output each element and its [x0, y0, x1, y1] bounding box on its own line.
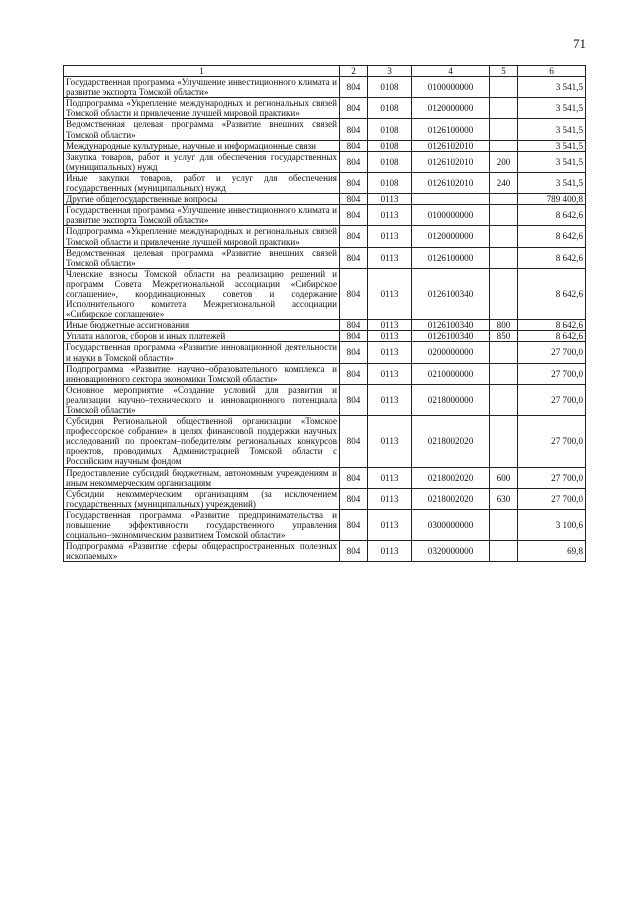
table-row: [64, 140, 586, 151]
amount: 27 700,0: [518, 467, 586, 488]
target-article-code: [412, 194, 490, 205]
expense-name: Ведомственная целевая программа «Развитие внешних связей Томской области»: [64, 119, 340, 140]
expense-type-code: 630: [490, 488, 518, 509]
expense-type-code: [490, 509, 518, 540]
table-row: [64, 541, 586, 562]
ministry-code: 804: [340, 140, 368, 151]
target-article-code: 0126100340: [412, 320, 490, 331]
amount: 8 642,6: [518, 247, 586, 268]
ministry-code: 804: [340, 226, 368, 247]
amount: 3 541,5: [518, 77, 586, 98]
column-header-5: 5: [490, 66, 518, 77]
ministry-code: 804: [340, 331, 368, 342]
amount: 27 700,0: [518, 488, 586, 509]
expense-name: Уплата налогов, сборов и иных платежей: [64, 331, 340, 342]
table-row: [64, 226, 586, 247]
expense-name: Подпрограмма «Развитие сферы общераспространенных полезных ископаемых»: [64, 541, 340, 562]
expense-type-code: [490, 342, 518, 363]
expense-type-code: [490, 384, 518, 415]
ministry-code: 804: [340, 172, 368, 193]
section-code: 0113: [368, 226, 412, 247]
amount: 8 642,6: [518, 226, 586, 247]
target-article-code: 0126100000: [412, 247, 490, 268]
table-row: [64, 384, 586, 415]
table-row: [64, 416, 586, 467]
ministry-code: 804: [340, 119, 368, 140]
expense-type-code: [490, 140, 518, 151]
section-code: 0113: [368, 363, 412, 384]
expense-name: Государственная программа «Развитие предпринимательства и повышение эффективности государственного управления социально–экономическим развитием Томской области»: [64, 509, 340, 540]
ministry-code: 804: [340, 77, 368, 98]
table-row: [64, 194, 586, 205]
expense-type-code: [490, 541, 518, 562]
section-code: 0113: [368, 509, 412, 540]
amount: 789 400,8: [518, 194, 586, 205]
amount: 27 700,0: [518, 363, 586, 384]
amount: 3 100,6: [518, 509, 586, 540]
amount: 27 700,0: [518, 416, 586, 467]
target-article-code: 0126102010: [412, 151, 490, 172]
amount: 8 642,6: [518, 331, 586, 342]
expense-name: Членские взносы Томской области на реализацию решений и программ Совета Межрегиональной ассоциации «Сибирское соглашение», координационных советов и содержание Исполнительного комитета Межрегиональной ассоциации «Сибирское соглашение»: [64, 268, 340, 319]
ministry-code: 804: [340, 384, 368, 415]
table-row: [64, 247, 586, 268]
section-code: 0113: [368, 342, 412, 363]
target-article-code: 0126100340: [412, 268, 490, 319]
expense-type-code: [490, 247, 518, 268]
amount: 27 700,0: [518, 384, 586, 415]
amount: 3 541,5: [518, 151, 586, 172]
section-code: 0113: [368, 488, 412, 509]
expense-name: Государственная программа «Улучшение инвестиционного климата и развитие экспорта Томской области»: [64, 77, 340, 98]
section-code: 0113: [368, 194, 412, 205]
section-code: 0108: [368, 172, 412, 193]
expense-type-code: [490, 119, 518, 140]
expense-name: Субсидия Региональной общественной организации «Томское профессорское собрание» в целях финансовой поддержки научных исследований по проектам–победителям региональных конкурсов проектов, проводимых Администрацией Томской области с Российским научным фондом: [64, 416, 340, 467]
ministry-code: 804: [340, 509, 368, 540]
expense-type-code: [490, 363, 518, 384]
table-row: [64, 363, 586, 384]
expense-type-code: [490, 268, 518, 319]
target-article-code: 0126102010: [412, 140, 490, 151]
section-code: 0113: [368, 268, 412, 319]
section-code: 0113: [368, 467, 412, 488]
budget-table: [63, 65, 586, 562]
expense-type-code: [490, 205, 518, 226]
target-article-code: 0120000000: [412, 98, 490, 119]
ministry-code: 804: [340, 247, 368, 268]
ministry-code: 804: [340, 151, 368, 172]
table-row: [64, 342, 586, 363]
ministry-code: 804: [340, 416, 368, 467]
target-article-code: 0218002020: [412, 467, 490, 488]
amount: 3 541,5: [518, 119, 586, 140]
column-header-4: 4: [412, 66, 490, 77]
target-article-code: 0218002020: [412, 488, 490, 509]
expense-type-code: 240: [490, 172, 518, 193]
section-code: 0108: [368, 119, 412, 140]
expense-name: Международные культурные, научные и информационные связи: [64, 140, 340, 151]
target-article-code: 0100000000: [412, 205, 490, 226]
expense-type-code: [490, 98, 518, 119]
section-code: 0108: [368, 98, 412, 119]
page-number: 71: [573, 36, 586, 51]
table-row: [64, 98, 586, 119]
table-row: [64, 205, 586, 226]
ministry-code: 804: [340, 268, 368, 319]
table-row: [64, 509, 586, 540]
expense-name: Основное мероприятие «Создание условий для развития и реализации научно–технического и инновационного потенциала Томской области»: [64, 384, 340, 415]
expense-name: Подпрограмма «Укрепление международных и региональных связей Томской области и привлечение лучшей мировой практики»: [64, 98, 340, 119]
amount: 3 541,5: [518, 172, 586, 193]
expense-type-code: 800: [490, 320, 518, 331]
section-code: 0113: [368, 320, 412, 331]
expense-name: Иные бюджетные ассигнования: [64, 320, 340, 331]
table-row: [64, 119, 586, 140]
amount: 27 700,0: [518, 342, 586, 363]
expense-name: Ведомственная целевая программа «Развитие внешних связей Томской области»: [64, 247, 340, 268]
ministry-code: 804: [340, 363, 368, 384]
ministry-code: 804: [340, 488, 368, 509]
expense-name: Другие общегосударственные вопросы: [64, 194, 340, 205]
amount: 3 541,5: [518, 98, 586, 119]
expense-type-code: 850: [490, 331, 518, 342]
table-body: [64, 77, 586, 562]
expense-name: Государственная программа «Улучшение инвестиционного климата и развитие экспорта Томской области»: [64, 205, 340, 226]
target-article-code: 0100000000: [412, 77, 490, 98]
section-code: 0113: [368, 247, 412, 268]
table-row: [64, 331, 586, 342]
target-article-code: 0126102010: [412, 172, 490, 193]
target-article-code: 0218000000: [412, 384, 490, 415]
table-row: [64, 172, 586, 193]
expense-type-code: 600: [490, 467, 518, 488]
target-article-code: 0320000000: [412, 541, 490, 562]
ministry-code: 804: [340, 194, 368, 205]
target-article-code: 0210000000: [412, 363, 490, 384]
section-code: 0113: [368, 205, 412, 226]
column-number-row: [64, 66, 586, 77]
expense-name: Субсидии некоммерческим организациям (за исключением государственных (муниципальных) учреждений): [64, 488, 340, 509]
table-row: [64, 77, 586, 98]
target-article-code: 0126100340: [412, 331, 490, 342]
section-code: 0113: [368, 541, 412, 562]
section-code: 0108: [368, 140, 412, 151]
target-article-code: 0300000000: [412, 509, 490, 540]
target-article-code: 0120000000: [412, 226, 490, 247]
section-code: 0113: [368, 384, 412, 415]
amount: 3 541,5: [518, 140, 586, 151]
column-header-6: 6: [518, 66, 586, 77]
table-row: [64, 467, 586, 488]
expense-name: Подпрограмма «Укрепление международных и региональных связей Томской области и привлечение лучшей мировой практики»: [64, 226, 340, 247]
expense-type-code: 200: [490, 151, 518, 172]
amount: 8 642,6: [518, 320, 586, 331]
expense-type-code: [490, 226, 518, 247]
table-row: [64, 488, 586, 509]
table-row: [64, 320, 586, 331]
expense-type-code: [490, 194, 518, 205]
target-article-code: 0200000000: [412, 342, 490, 363]
amount: 69,8: [518, 541, 586, 562]
ministry-code: 804: [340, 342, 368, 363]
ministry-code: 804: [340, 320, 368, 331]
ministry-code: 804: [340, 467, 368, 488]
target-article-code: 0126100000: [412, 119, 490, 140]
expense-name: Подпрограмма «Развитие научно–образовательного комплекса и инновационного сектора экономики Томской области»: [64, 363, 340, 384]
amount: 8 642,6: [518, 205, 586, 226]
ministry-code: 804: [340, 98, 368, 119]
column-header-1: 1: [64, 66, 340, 77]
column-header-3: 3: [368, 66, 412, 77]
section-code: 0108: [368, 151, 412, 172]
expense-name: Закупка товаров, работ и услуг для обеспечения государственных (муниципальных) нужд: [64, 151, 340, 172]
table-row: [64, 268, 586, 319]
table-row: [64, 151, 586, 172]
section-code: 0113: [368, 416, 412, 467]
section-code: 0108: [368, 77, 412, 98]
column-header-2: 2: [340, 66, 368, 77]
ministry-code: 804: [340, 205, 368, 226]
ministry-code: 804: [340, 541, 368, 562]
target-article-code: 0218002020: [412, 416, 490, 467]
expense-name: Иные закупки товаров, работ и услуг для обеспечения государственных (муниципальных) нужд: [64, 172, 340, 193]
expense-name: Государственная программа «Развитие инновационной деятельности и науки в Томской области»: [64, 342, 340, 363]
expense-type-code: [490, 77, 518, 98]
expense-name: Предоставление субсидий бюджетным, автономным учреждениям и иным некоммерческим организациям: [64, 467, 340, 488]
section-code: 0113: [368, 331, 412, 342]
amount: 8 642,6: [518, 268, 586, 319]
expense-type-code: [490, 416, 518, 467]
